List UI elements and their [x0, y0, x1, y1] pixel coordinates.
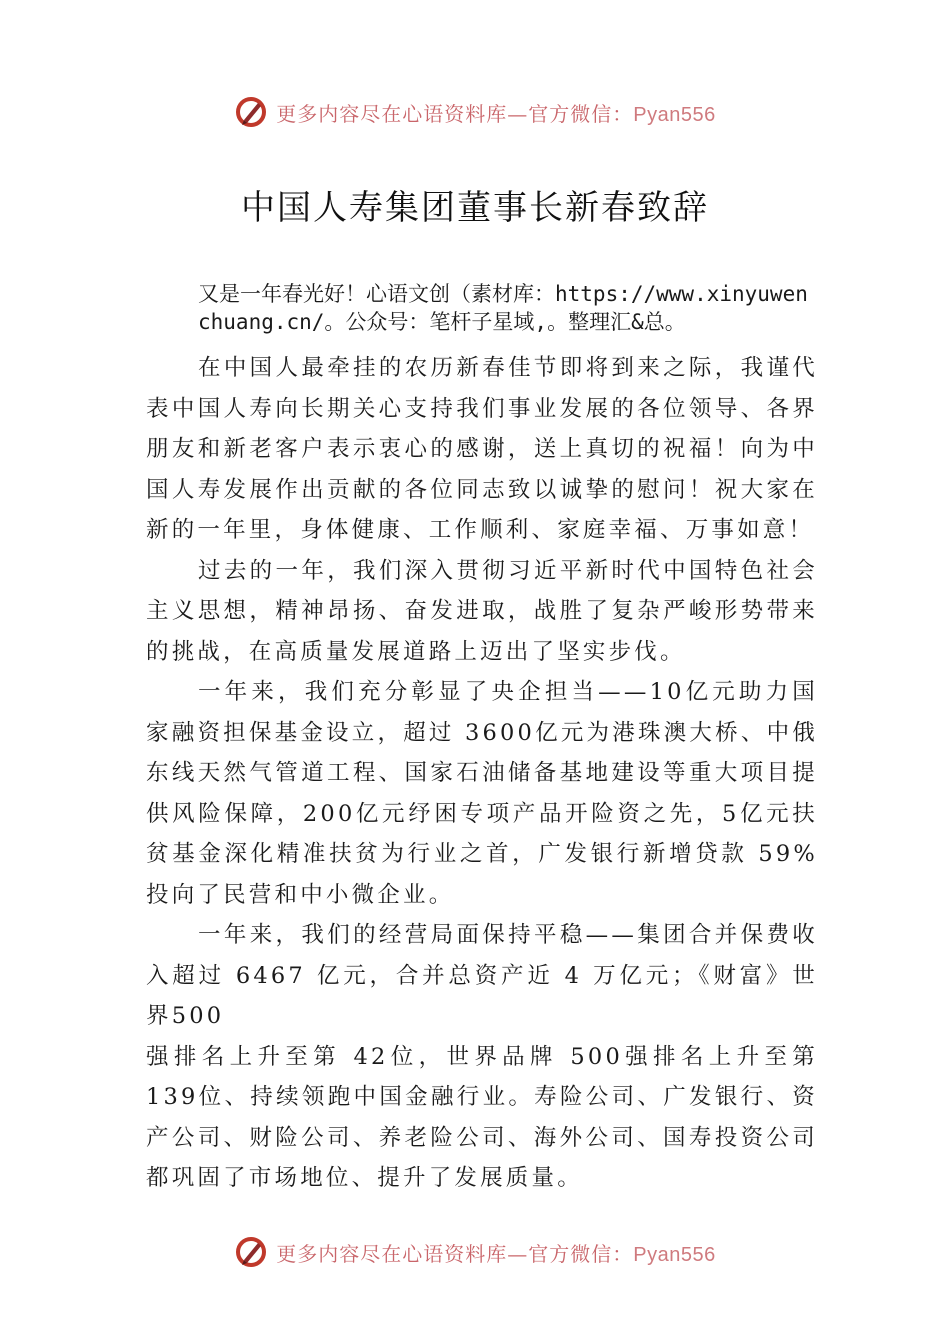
header-banner-text [276, 98, 715, 127]
body-paragraph-4: 一年来，我们的经营局面保持平稳——集团合并保费收入超过 6467 亿元，合并总资产近 4 万亿元；《财富》世界500 [146, 922, 818, 1029]
header-banner [0, 92, 950, 132]
pen-logo-icon [234, 95, 268, 129]
document-title: 中国人寿集团董事长新春致辞 [241, 188, 709, 228]
footer-banner [0, 1232, 950, 1272]
footer-banner-contact: Pyan556 [633, 1243, 716, 1266]
body-paragraph-4-continuation: 强排名上升至第 42位，世界品牌 500强排名上升至第 139位、持续领跑中国金融行业。寿险公司、广发银行、资产公司、财险公司、养老险公司、海外公司、国寿投资公司都巩固了市场地位、提升了发展质量。 [146, 1043, 818, 1191]
body-paragraph-1: 在中国人最牵挂的农历新春佳节即将到来之际，我谨代表中国人寿向长期关心支持我们事业发展的各位领导、各界朋友和新老客户表示衷心的感谢，送上真切的祝福！向为中国人寿发展作出贡献的各位同志致以诚挚的慰问！祝大家在新的一年里，身体健康、工作顺利、家庭幸福、万事如意！ [146, 355, 818, 543]
footer-banner-label: 更多内容尽在心语资料库—官方微信： [276, 1241, 634, 1266]
footer-banner-text [276, 1238, 715, 1267]
header-banner-contact: Pyan556 [633, 103, 716, 126]
body-paragraph-3: 一年来，我们充分彰显了央企担当——10亿元助力国家融资担保基金设立，超过 3600亿元为港珠澳大桥、中俄东线天然气管道工程、国家石油储备基地建设等重大项目提供风险保障，200亿元纾困专项产品开险资之先，5亿元扶贫基金深化精准扶贫为行业之首，广发银行新增贷款 59%投向了民营和中小微企业。 [146, 679, 818, 908]
intro-paragraph: 又是一年春光好！心语文创（素材库：https://www.xinyuwenchuang.cn/。公众号：笔杆子星域,。整理汇&总。 [198, 282, 808, 334]
body-paragraph-2: 过去的一年，我们深入贯彻习近平新时代中国特色社会主义思想，精神昂扬、奋发进取，战胜了复杂严峻形势带来的挑战，在高质量发展道路上迈出了坚实步伐。 [146, 557, 818, 665]
header-banner-label: 更多内容尽在心语资料库—官方微信： [276, 101, 634, 126]
pen-logo-icon [234, 1235, 268, 1269]
document-body [146, 280, 818, 1199]
